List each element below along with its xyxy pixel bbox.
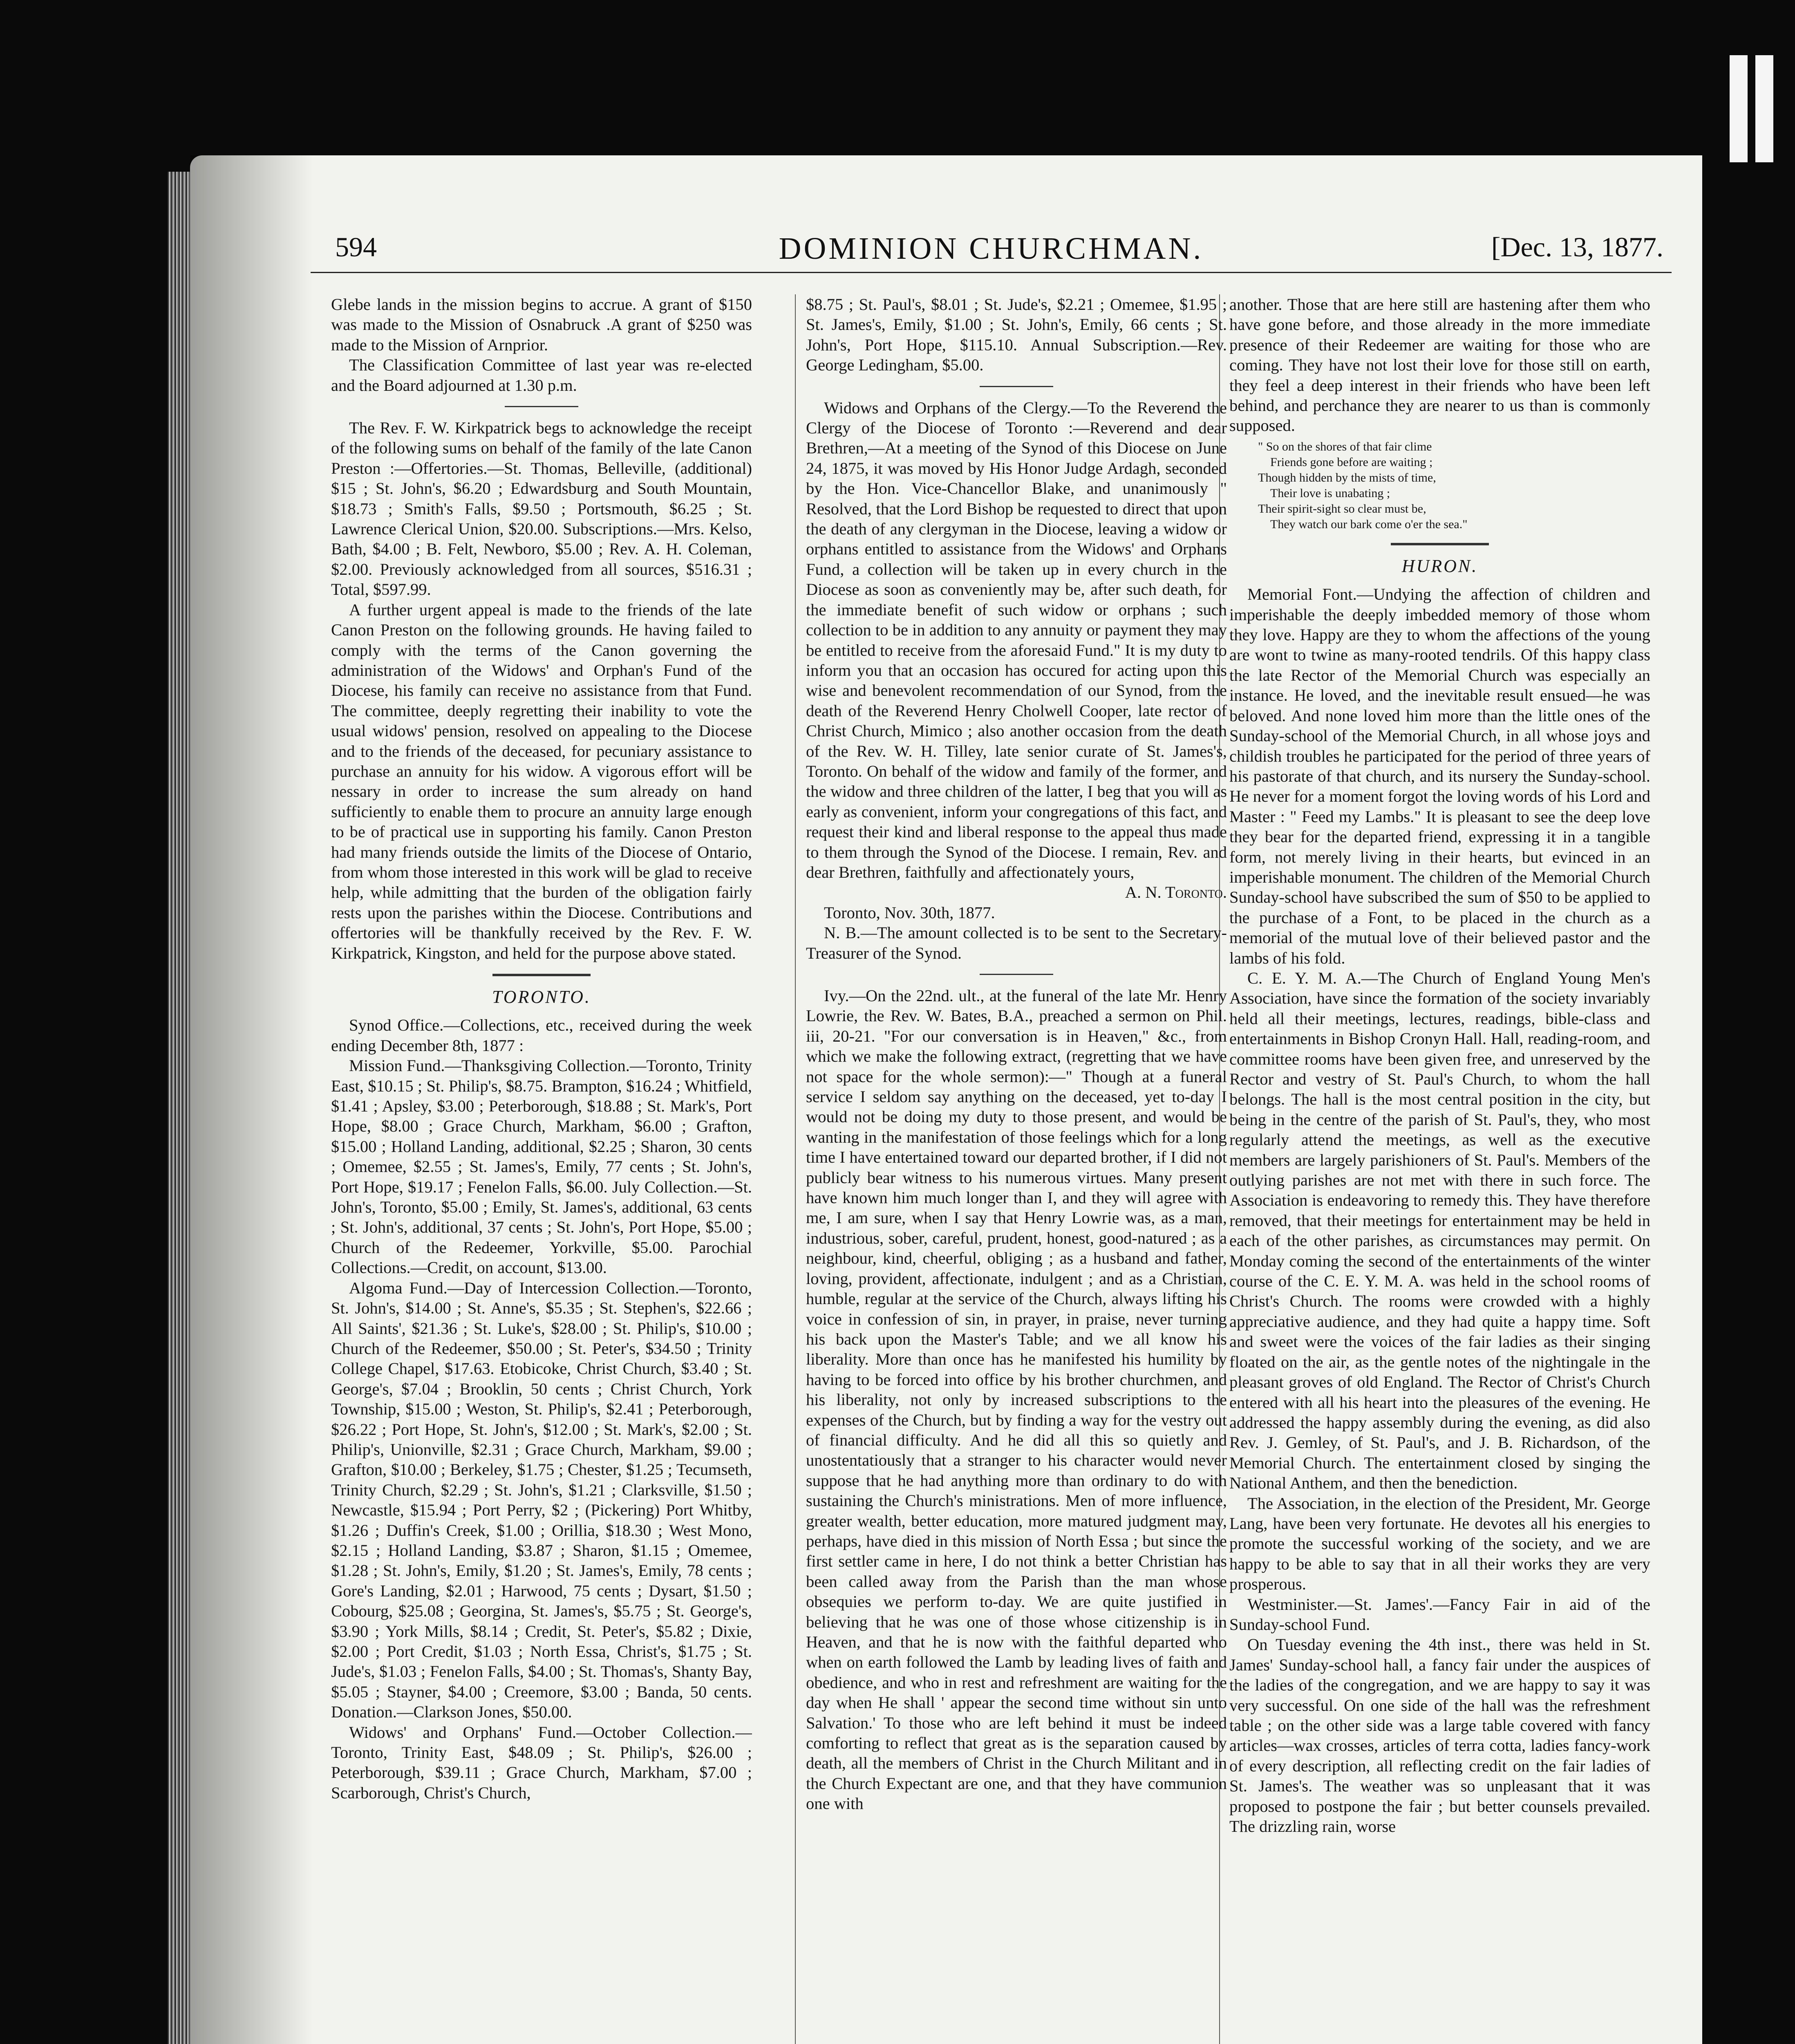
section-heading: HURON. <box>1401 556 1478 576</box>
paragraph: Glebe lands in the mission begins to accrue. A grant of $150 was made to the Mission of Osnabruck .A grant of $250 was made to the Mission of Arnprior. <box>331 295 752 354</box>
registration-bar-top <box>1755 55 1773 162</box>
poem-line: Friends gone before are waiting ; <box>1270 455 1433 469</box>
poem-line: Their spirit-sight so clear must be, <box>1258 502 1426 515</box>
paragraph: another. Those that are here still are hastening after them who have gone before, and those already in the more immediate presence of their Redeemer are waiting for those who are coming. They have not lost their love for those still on earth, they feel a deep interest in their friends who have been left behind, and perchance they are nearer to us than is commonly supposed. <box>1229 295 1650 435</box>
poem-line: " So on the shores of that fair clime <box>1258 439 1432 453</box>
book-page-edges <box>168 172 192 2044</box>
paragraph: Ivy.—On the 22nd. ult., at the funeral of the late Mr. Henry Lowrie, the Rev. W. Bates, B.A., preached a sermon on Phil. iii, 20-21. "For our conversation is in Heaven," &c., from which we make the following extract, (regretting that we have not space for the whole sermon):—" Though at a funeral service I seldom say anything on the deceased, yet to-day I would not be doing my duty to those present, and would be wanting in the manifestation of those feelings which for a long time I have entertained toward our departed brother, if I did not publicly bear witness to his numerous virtues. Many present have known him much longer than I, and they will agree with me, I am sure, when I say that Henry Lowrie was, as a man, industrious, sober, careful, prudent, honest, good-natured ; as a neighbour, kind, cheerful, obliging ; as a husband and father, loving, provident, affectionate, indulgent ; and as a Christian, humble, regular at the service of the Church, always lifting his voice in confession of sin, in prayer, in praise, never turning his back upon the Master's Table; and we all know his liberality. More than once has he manifested his humility by having to be forced into office by his brother churchmen, and his liberality, not only by increased subscriptions to the expenses of the Church, but by finding a way for the vestry out of financial difficulty. And he did all this so quietly and unostentatiously that a stranger to his character would never suppose that he had anything more than ordinary to do with sustaining the Church's ministrations. Men of more influence, greater wealth, better education, more matured judgment may, perhaps, have died in this mission of North Essa ; but since the first settler came in here, I do not think a better Christian has been called away from the Parish than the man whose obsequies we perform to-day. We are quite justified in believing that he was one of those whose citizenship is in Heaven, and that he is now with the faithful departed who when on earth followed the Lamb by leading lives of faith and obedience, and who in rest and refreshment are waiting for the day when He shall ' appear the second time without sin unto Salvation.' To those who are left behind it must be indeed comforting to reflect that great as is the separation caused by death, all the members of Christ in the Church Militant and in the Church Expectant are one, and that they have communion one with <box>806 986 1227 1813</box>
paragraph: Mission Fund.—Thanksgiving Collection.—Toronto, Trinity East, $10.15 ; St. Philip's, $8.75. Brampton, $16.24 ; Whitfield, $1.41 ; Apsley, $3.00 ; Peterborough, $18.88 ; St. Mark's, Port Hope, $8.00 ; Grace Church, Markham, $6.00 ; Grafton, $15.00 ; Holland Landing, additional, $2.25 ; Sharon, 30 cents ; Omemee, $2.55 ; St. James's, Emily, 77 cents ; St. John's, Port Hope, $19.17 ; Fenelon Falls, $6.00. July Collection.—St. John's, Toronto, $5.00 ; Emily, St. James's, additional, 63 cents ; St. John's, additional, 37 cents ; St. John's, Port Hope, $5.00 ; Church of the Redeemer, Yorkville, $5.00. Parochial Collections.—Credit, on account, $13.00. <box>331 1056 752 1277</box>
paragraph: Westminister.—St. James'.—Fancy Fair in aid of the Sunday-school Fund. <box>1229 1595 1650 1634</box>
poem <box>1258 439 1650 532</box>
column-2 <box>806 294 1227 2044</box>
paragraph: $8.75 ; St. Paul's, $8.01 ; St. Jude's, $2.21 ; Omemee, $1.95 ; St. James's, Emily, $1.00 ; St. John's, Emily, 66 cents ; St. John's, Port Hope, $115.10. Annual Subscription.—Rev. George Ledingham, $5.00. <box>806 295 1227 374</box>
paragraph: On Tuesday evening the 4th inst., there was held in St. James' Sunday-school hall, a fancy fair under the auspices of the ladies of the congregation, and we are happy to say it was very successful. On one side of the hall was the refreshment table ; on the other side was a large table covered with fancy articles—wax crosses, articles of terra cotta, ladies fancy-work of every description, all reflecting credit on the fair ladies of St. James's. The weather was so unpleasant that it was proposed to postpone the fair ; but better counsels prevailed. The drizzling rain, worse <box>1229 1635 1650 1836</box>
registration-bar-top <box>1730 55 1748 162</box>
paragraph: The Classification Committee of last year was re-elected and the Board adjourned at 1.30 p.m. <box>331 356 752 394</box>
section-rule <box>980 974 1053 975</box>
paragraph: Memorial Font.—Undying the affection of children and imperishable the deeply imbedded memory of those whom they love. Happy are they to whom the affections of the young are wont to twine as many-rooted tendrils. Of this happy class the late Rector of the Memorial Church was especially an instance. He loved, and the inevitable result ensued—he was beloved. And none loved him more than the little ones of the Sunday-school of the Memorial Church, in all whose joys and childish troubles he participated for the period of three years of his pastorate of that church, and its nursery the Sunday-school. He never for a moment forgot the loving words of his Lord and Master : " Feed my Lambs." It is pleasant to see the deep love they bear for the departed friend, expressing it in a tangible form, not merely living in their hearts, but evinced in an imperishable monument. The children of the Memorial Church Sunday-school have subscribed the sum of $50 to be applied to the purchase of a Font, to be placed in the church as a memorial of the mutual love of their believed pastor and the lambs of his fold. <box>1229 585 1650 967</box>
column-divider <box>795 294 796 2044</box>
poem-line: Their love is unabating ; <box>1270 486 1390 500</box>
column-3 <box>1229 294 1650 2044</box>
poem-line: Though hidden by the mists of time, <box>1258 471 1436 484</box>
section-rule <box>980 386 1053 387</box>
paragraph: The Association, in the election of the President, Mr. George Lang, have been very fortunate. He devotes all his energies to promote the successful working of the society, and we are happy to be able to say that in all their works they are very prosperous. <box>1229 1494 1650 1594</box>
signature: A. N. Toronto. <box>1125 883 1227 902</box>
issue-date: [Dec. 13, 1877. <box>1491 231 1663 262</box>
paragraph: C. E. Y. M. A.—The Church of England Young Men's Association, have since the formation of the society invariably held all their meetings, lectures, readings, bible-class and entertainments in Bishop Cronyn Hall. Hall, reading-room, and committee rooms have been given free, and unreserved by the Rector and vestry of St. Paul's Church, to whom the hall belongs. The hall is the most central position in the city, but being in the centre of the parish of St. Paul's, they, who most regularly attend the meetings, as well as the executive members are largely parishioners of St. Paul's. Members of the outlying parishes are not met with there in such force. The Association is endeavoring to remedy this. They have therefore removed, that their meetings for entertainment may be held in each of the other parishes, as circumstances may permit. On Monday coming the second of the entertainments of the winter course of the C. E. Y. M. A. was held in the school rooms of Christ's Church. The rooms were crowded with a highly appreciative audience, and they had quite a happy time. Soft and sweet were the voices of the fair ladies as their singing floated on the air, as the gentle notes of the nightingale in the pleasant groves of old England. The Rector of Christ's Church entered with all his heart into the pleasures of the evening. He addressed the happy assembly during the evening, as did also Rev. J. Gemley, of St. Paul's, and J. B. Richardson, of the Memorial Church. The entertainment closed by singing the National Anthem, and then the benediction. <box>1229 968 1650 1493</box>
column-1 <box>331 294 752 2044</box>
page-header <box>311 223 1672 273</box>
poem-line: They watch our bark come o'er the sea." <box>1270 517 1468 531</box>
page-number: 594 <box>335 231 377 262</box>
paragraph: Synod Office.—Collections, etc., received during the week ending December 8th, 1877 : <box>331 1016 752 1055</box>
section-heading: TORONTO. <box>492 987 591 1007</box>
paragraph: Toronto, Nov. 30th, 1877. <box>824 903 995 922</box>
paragraph: Widows' and Orphans' Fund.—October Collection.—Toronto, Trinity East, $48.09 ; St. Philip's, $26.00 ; Peterborough, $39.11 ; Grace Church, Markham, $7.00 ; Scarborough, Christ's Church, <box>331 1723 752 1802</box>
paragraph: Widows and Orphans of the Clergy.—To the Reverend the Clergy of the Diocese of Toronto :—Reverend and dear Brethren,—At a meeting of the Synod of this Diocese on June 24, 1875, it was moved by His Honor Judge Ardagh, seconded by the Hon. Vice-Chancellor Blake, and unanimously " Resolved, that the Lord Bishop be requested to direct that upon the death of any clergyman in the Diocese, leaving a widow or orphans entitled to assistance from the Widows' and Orphans Fund, a collection will be taken up in every church in the Diocese as soon as conveniently may be, after such death, for the immediate benefit of such widow or orphans ; such collection to be in addition to any annuity or payment they may be entitled to receive from the aforesaid Fund." It is my duty to inform you that an occasion has occured for acting upon this wise and benevolent recommendation of our Synod, from the death of the Reverend Henry Cholwell Cooper, late rector of Christ Church, Mimico ; also another occasion from the death of the Rev. W. H. Tilley, late senior curate of St. James's, Toronto. On behalf of the widow and family of the former, and the widow and three children of the latter, I beg that you will as early as convenient, inform your congregations of this fact, and request their kind and liberal response to the appeal thus made to them through the Synod of the Diocese. I remain, Rev. and dear Brethren, faithfully and affectionately yours, <box>806 398 1227 881</box>
paragraph: N. B.—The amount collected is to be sent to the Secretary-Treasurer of the Synod. <box>806 923 1227 962</box>
section-rule <box>492 974 591 976</box>
paragraph: The Rev. F. W. Kirkpatrick begs to acknowledge the receipt of the following sums on behalf of the family of the late Canon Preston :—Offertories.—St. Thomas, Belleville, (additional) $15 ; St. John's, $6.20 ; Edwardsburg and South Mountain, $18.73 ; Smith's Falls, $9.50 ; Portsmouth, $6.25 ; St. Lawrence Clerical Union, $20.00. Subscriptions.—Mrs. Kelso, Bath, $4.00 ; B. Felt, Newboro, $5.00 ; Rev. A. H. Coleman, $2.00. Previously acknowledged from all sources, $516.31 ; Total, $597.99. <box>331 419 752 599</box>
section-rule <box>1391 543 1489 545</box>
newspaper-title: DOMINION CHURCHMAN. <box>779 231 1204 266</box>
section-rule <box>505 406 578 407</box>
paragraph: Algoma Fund.—Day of Intercession Collection.—Toronto, St. John's, $14.00 ; St. Anne's, $5.35 ; St. Stephen's, $22.66 ; All Saints', $21.36 ; St. Luke's, $28.00 ; St. Philip's, $10.00 ; Church of the Redeemer, $50.00 ; St. Peter's, $34.50 ; Trinity College Chapel, $17.63. Etobicoke, Christ Church, $3.40 ; St. George's, $7.04 ; Brooklin, 50 cents ; Christ Church, York Township, $15.00 ; Weston, St. Philip's, $2.41 ; Peterborough, $26.22 ; Port Hope, St. John's, $12.00 ; St. Mark's, $2.00 ; St. Philip's, Unionville, $2.31 ; Grace Church, Markham, $9.00 ; Grafton, $10.00 ; Berkeley, $1.75 ; Chester, $1.25 ; Tecumseth, Trinity Church, $2.29 ; St. John's, $1.21 ; Clarksville, $1.50 ; Newcastle, $15.94 ; Port Perry, $2 ; (Pickering) Port Whitby, $1.26 ; Duffin's Creek, $1.00 ; Orillia, $18.30 ; West Mono, $2.15 ; Holland Landing, $3.87 ; Sharon, $1.15 ; Omemee, $1.28 ; St. John's, Emily, $1.20 ; St. James's, Emily, 78 cents ; Gore's Landing, $2.01 ; Harwood, 75 cents ; Dysart, $1.50 ; Cobourg, $25.08 ; Georgina, St. James's, $5.75 ; St. George's, $3.90 ; York Mills, $8.14 ; Credit, St. Peter's, $5.82 ; Dixie, $2.00 ; Port Credit, $1.03 ; North Essa, Christ's, $1.75 ; St. Jude's, $1.03 ; Fenelon Falls, $4.00 ; St. Thomas's, Shanty Bay, $5.05 ; Stayner, $4.00 ; Creemore, $3.00 ; Banda, 50 cents. Donation.—Clarkson Jones, $50.00. <box>331 1278 752 1721</box>
paragraph: A further urgent appeal is made to the friends of the late Canon Preston on the following grounds. He having failed to comply with the terms of the Canon governing the administration of the Widows' and Orphan's Fund of the Diocese, his family can receive no assistance from that Fund. The committee, deeply regretting their inability to vote the usual widows' pension, resolved on appealing to the Diocese and to the friends of the deceased, for pecuniary assistance to purchase an annuity for his widow. A vigorous effort will be nessary in order to increase the sum already on hand sufficiently to enable them to procure an annuity large enough to be of practical use in supporting his family. Canon Preston had many friends outside the limits of the Diocese of Ontario, from whom those interested in this work will be glad to receive help, while admitting that the burden of the obligation fairly rests upon the parishes within the Diocese. Contributions and offertories will be thankfully received by the Rev. F. W. Kirkpatrick, Kingston, and held for the purpose above stated. <box>331 600 752 962</box>
